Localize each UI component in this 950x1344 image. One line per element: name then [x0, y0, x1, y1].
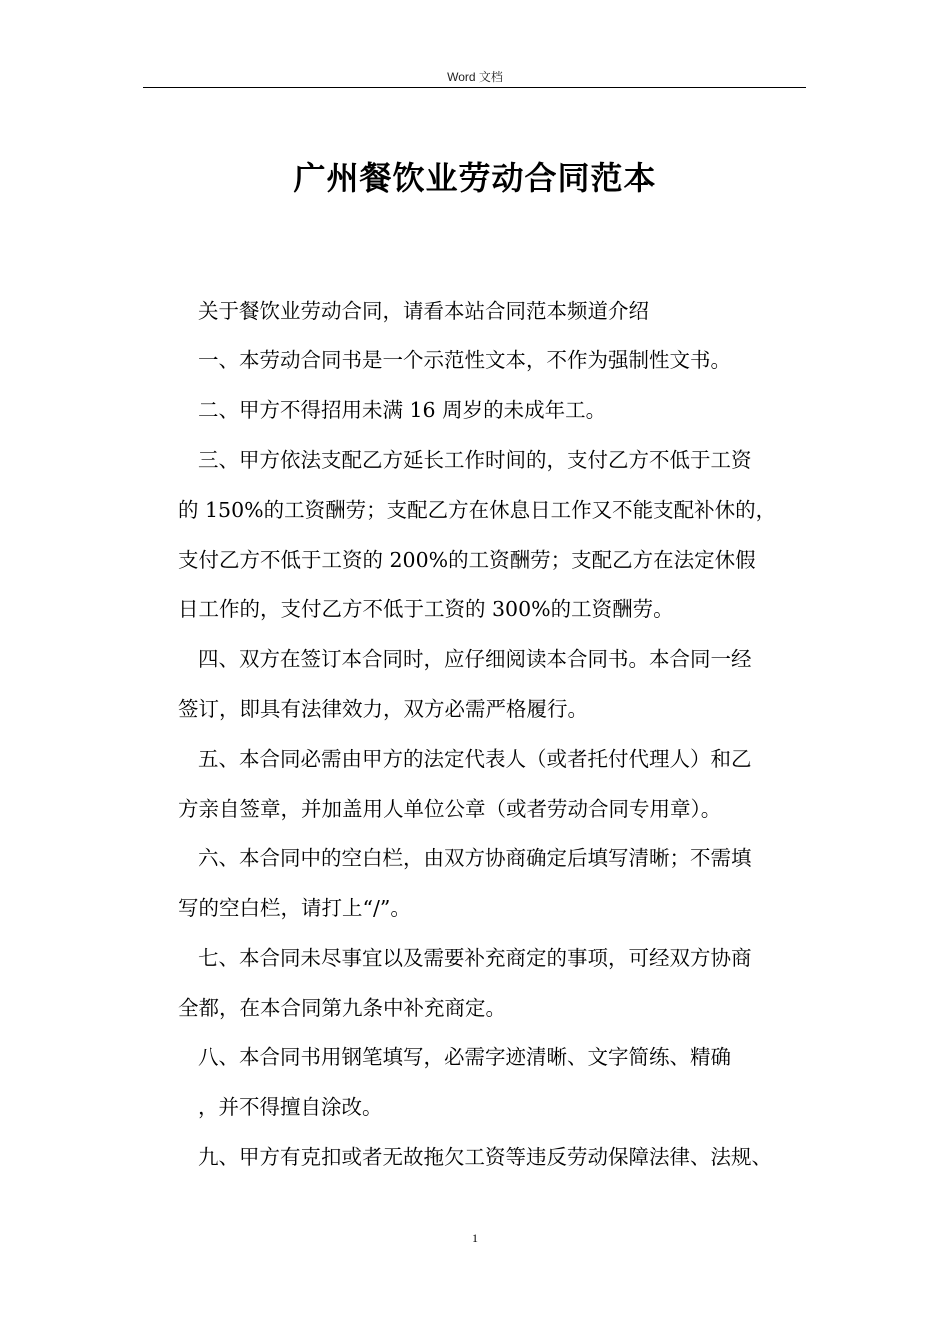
- paragraph-line: 三、甲方依法支配乙方延长工作时间的，支付乙方不低于工资: [198, 448, 752, 472]
- paragraph-line: 四、双方在签订本合同时，应仔细阅读本合同书。本合同一经: [198, 647, 752, 671]
- paragraph-line: 支付乙方不低于工资的 200%的工资酬劳；支配乙方在法定休假: [178, 548, 756, 572]
- paragraph-line: 的 150%的工资酬劳；支配乙方在休息日工作又不能支配补休的，: [178, 498, 777, 522]
- paragraph-line: 七、本合同未尽事宜以及需要补充商定的事项，可经双方协商: [198, 946, 752, 970]
- paragraph-line: 五、本合同必需由甲方的法定代表人（或者托付代理人）和乙: [198, 747, 752, 771]
- paragraph-line: 八、本合同书用钢笔填写，必需字迹清晰、文字简练、精确: [198, 1045, 731, 1069]
- paragraph-line: 全都，在本合同第九条中补充商定。: [178, 996, 506, 1020]
- paragraph-line: 一、本劳动合同书是一个示范性文本，不作为强制性文书。: [198, 348, 731, 372]
- paragraph-line: 关于餐饮业劳动合同，请看本站合同范本频道介绍: [198, 299, 649, 323]
- paragraph-line: 六、本合同中的空白栏，由双方协商确定后填写清晰；不需填: [198, 846, 752, 870]
- paragraph-line: 方亲自签章，并加盖用人单位公章（或者劳动合同专用章）。: [178, 797, 722, 821]
- page-header: Word 文档: [447, 70, 503, 84]
- paragraph-line: ，并不得擅自涂改。: [198, 1095, 383, 1119]
- paragraph-line: 签订，即具有法律效力，双方必需严格履行。: [178, 697, 588, 721]
- paragraph-line: 写的空白栏，请打上“/”。: [178, 896, 411, 920]
- page-number: 1: [472, 1231, 478, 1245]
- header-divider: [143, 87, 806, 88]
- paragraph-line: 九、甲方有克扣或者无故拖欠工资等违反劳动保障法律、法规、: [198, 1145, 772, 1169]
- document-title: 广州餐饮业劳动合同范本: [293, 159, 657, 197]
- paragraph-line: 二、甲方不得招用未满 16 周岁的未成年工。: [198, 398, 607, 422]
- paragraph-line: 日工作的，支付乙方不低于工资的 300%的工资酬劳。: [178, 597, 674, 621]
